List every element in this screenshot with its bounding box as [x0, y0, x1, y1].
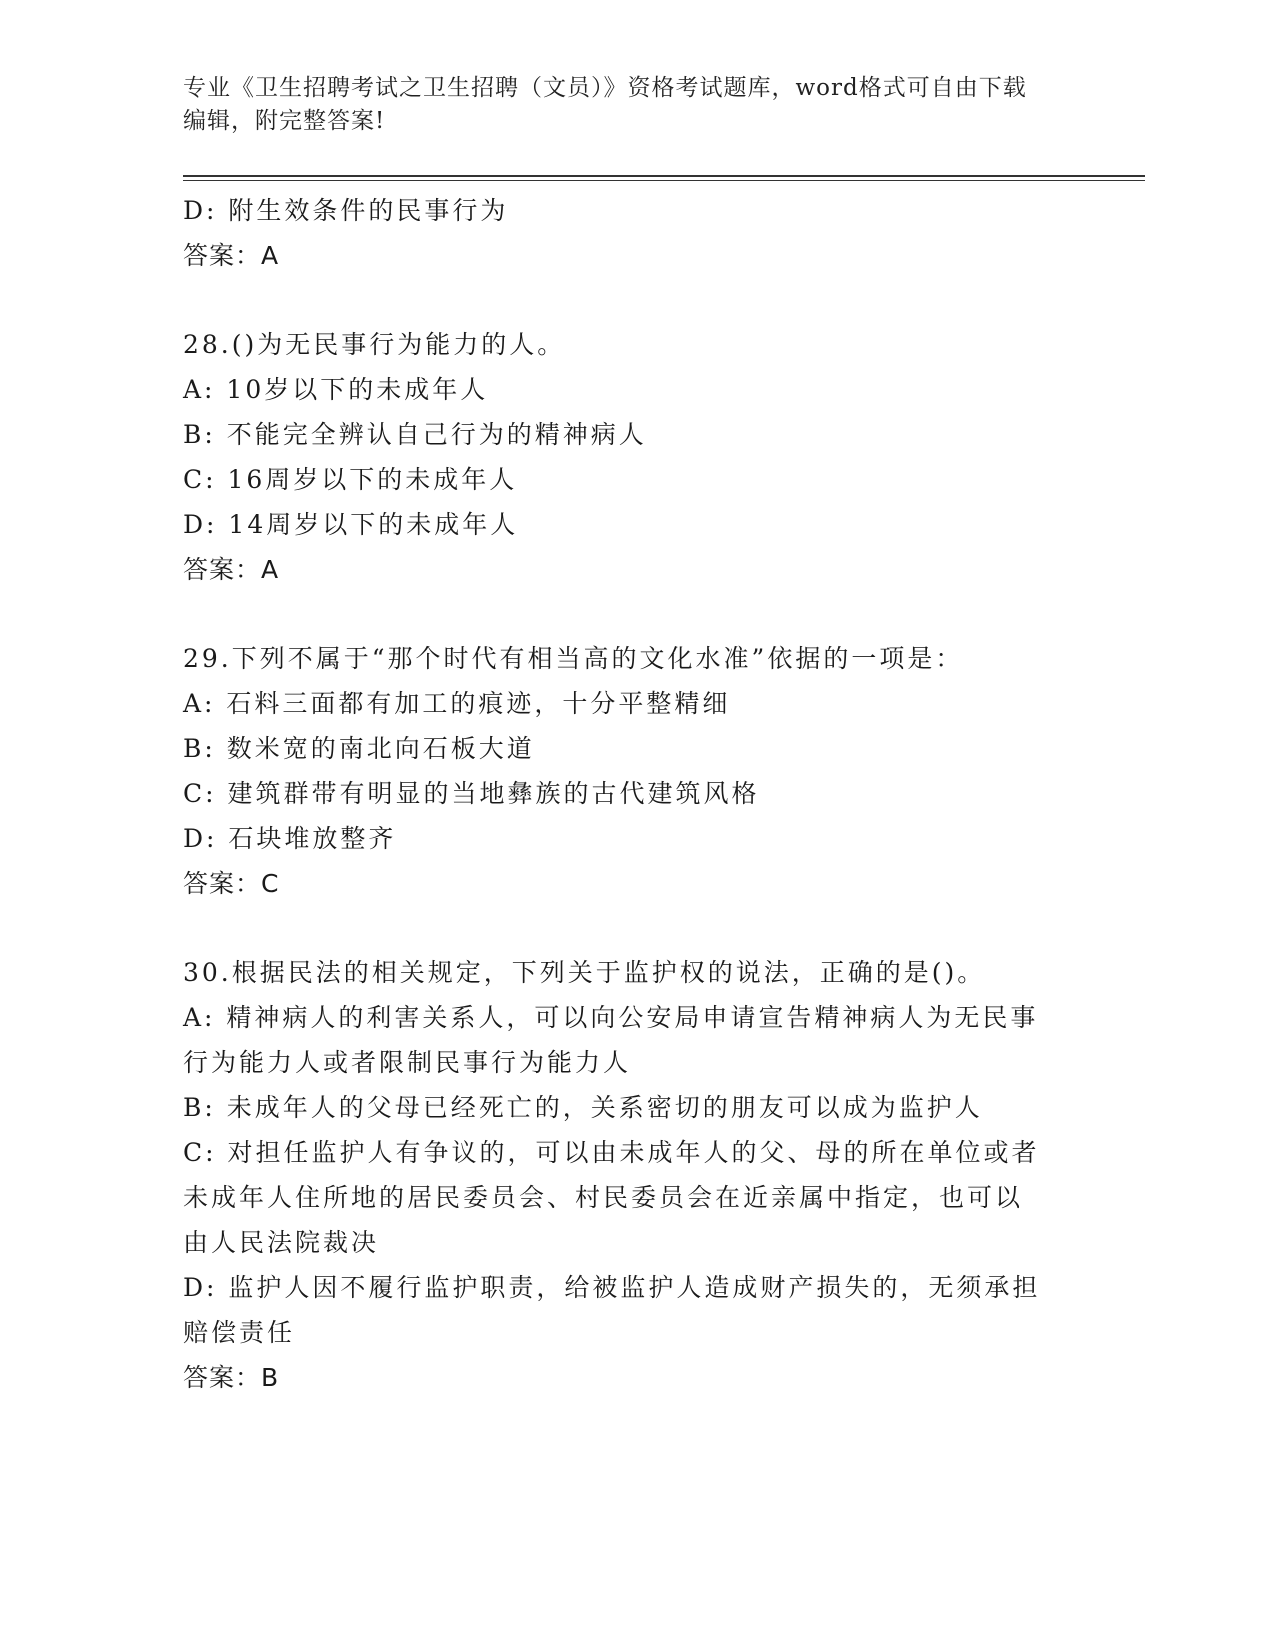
question-29-option-a: A: 石料三面都有加工的痕迹，十分平整精细	[183, 689, 731, 718]
question-30-answer: 答案：B	[183, 1363, 280, 1392]
question-29-option-c: C: 建筑群带有明显的当地彝族的古代建筑风格	[183, 779, 760, 808]
question-28-option-d: D: 14周岁以下的未成年人	[183, 510, 519, 539]
question-28-option-a: A: 10岁以下的未成年人	[183, 375, 489, 404]
question-29-option-b: B: 数米宽的南北向石板大道	[183, 734, 535, 763]
question-30-option-c: C: 对担任监护人有争议的，可以由未成年人的父、母的所在单位或者	[183, 1138, 1040, 1167]
question-30-option-b: B: 未成年人的父母已经死亡的，关系密切的朋友可以成为监护人	[183, 1093, 983, 1122]
header-divider-thick	[183, 175, 1145, 177]
question-28-option-c: C: 16周岁以下的未成年人	[183, 465, 518, 494]
question-content	[183, 188, 1083, 1400]
question-28-answer: 答案：A	[183, 555, 280, 584]
question-27-continuation	[183, 188, 1083, 278]
question-30-stem: 30.根据民法的相关规定，下列关于监护权的说法，正确的是()。	[183, 958, 986, 987]
question-29-option-d: D: 石块堆放整齐	[183, 824, 397, 853]
question-27-option-d: D: 附生效条件的民事行为	[183, 196, 509, 225]
question-30-option-d: D: 监护人因不履行监护职责，给被监护人造成财产损失的，无须承担	[183, 1273, 1041, 1302]
question-27-answer: 答案：A	[183, 241, 280, 270]
question-30	[183, 950, 1083, 1400]
question-28-stem: 28.()为无民事行为能力的人。	[183, 330, 566, 359]
question-30-option-a-continued: 行为能力人或者限制民事行为能力人	[183, 1048, 632, 1077]
question-28	[183, 322, 1083, 592]
question-30-option-c-continued-2: 由人民法院裁决	[183, 1228, 380, 1257]
question-30-option-a: A: 精神病人的利害关系人，可以向公安局申请宣告精神病人为无民事	[183, 1003, 1039, 1032]
question-30-option-d-continued: 赔偿责任	[183, 1318, 296, 1347]
question-29-stem: 29.下列不属于“那个时代有相当高的文化水准”依据的一项是：	[183, 644, 964, 673]
question-29	[183, 636, 1083, 906]
header-title-line-1: 专业《卫生招聘考试之卫生招聘（文员）》资格考试题库，word格式可自由下载	[183, 75, 1027, 101]
spacer	[183, 592, 1083, 636]
question-30-option-c-continued: 未成年人住所地的居民委员会、村民委员会在近亲属中指定，也可以	[183, 1183, 1024, 1212]
header-title-line-2: 编辑，附完整答案!	[183, 108, 386, 134]
question-28-option-b: B: 不能完全辨认自己行为的精神病人	[183, 420, 647, 449]
question-29-answer: 答案：C	[183, 869, 280, 898]
document-header	[183, 72, 1083, 138]
spacer	[183, 906, 1083, 950]
header-divider-thin	[183, 180, 1145, 181]
spacer	[183, 278, 1083, 322]
